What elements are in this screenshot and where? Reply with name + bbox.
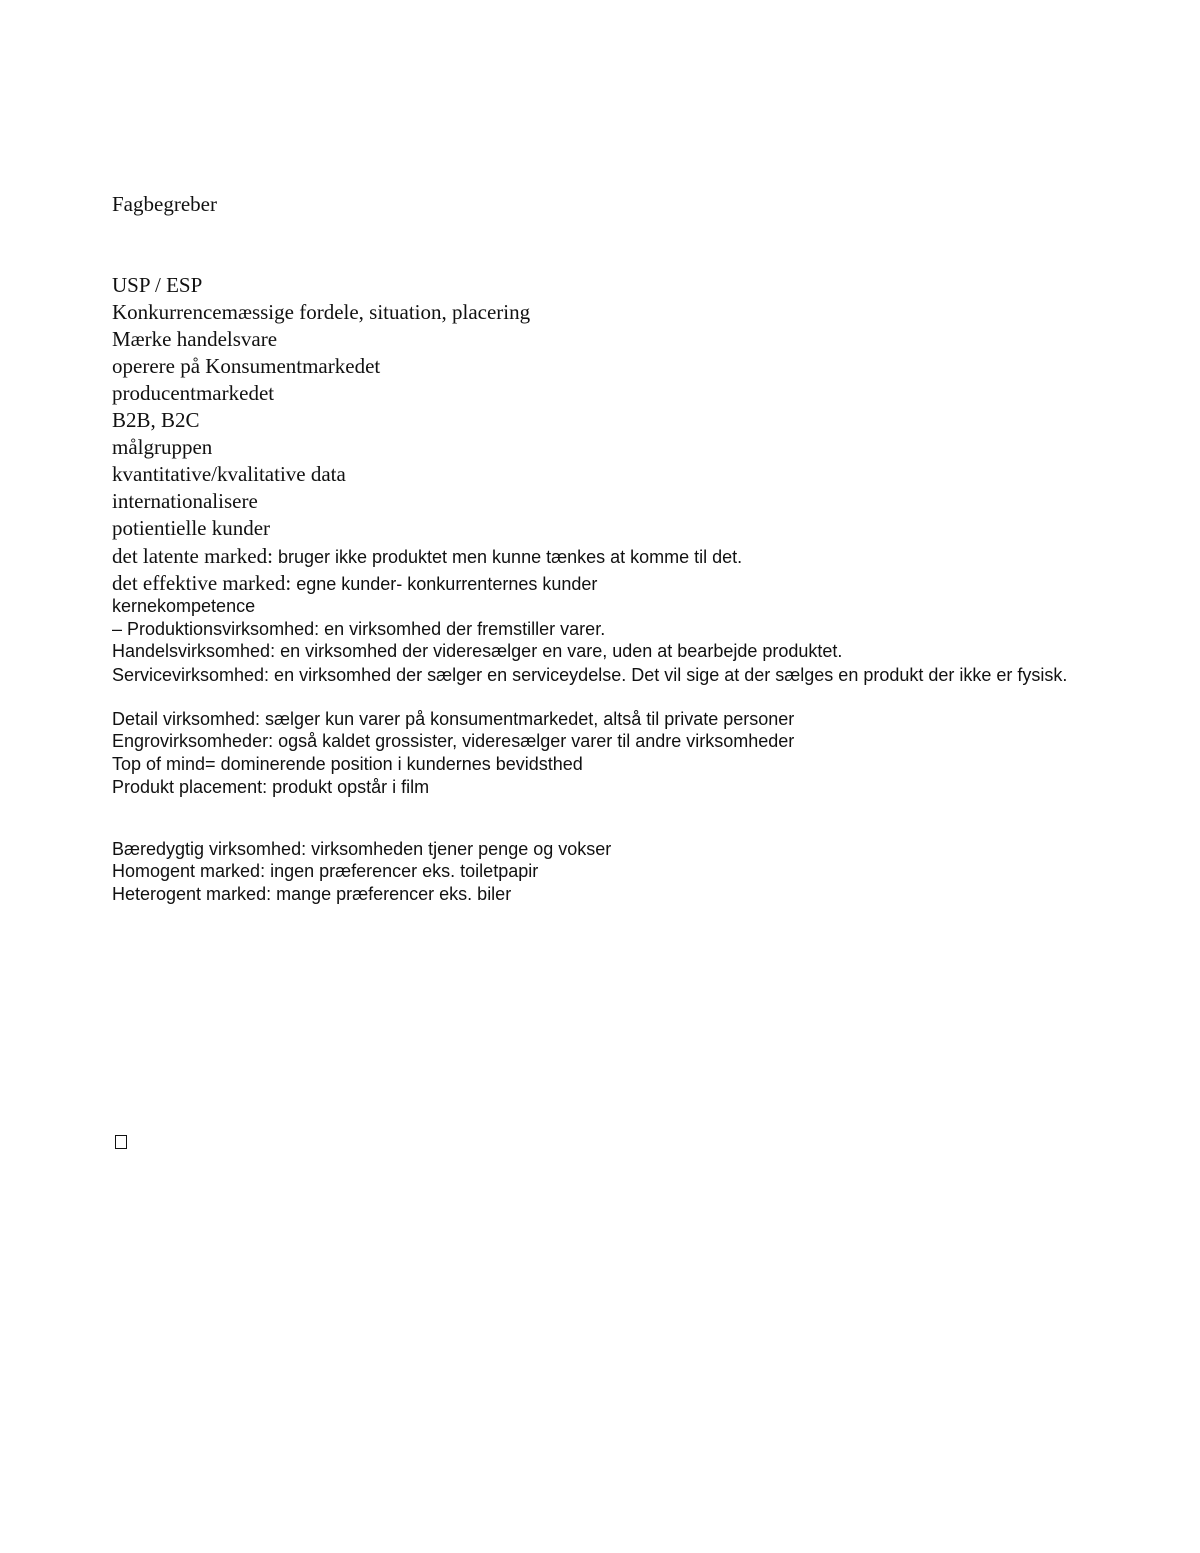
term-b2b-b2c: B2B, B2C [112,408,200,432]
latent-market-definition: bruger ikke produktet men kunne tænkes at komme til det. [272,547,743,567]
term-competitive-advantages: Konkurrencemæssige fordele, situation, placering [112,300,531,324]
term-producer-market: producentmarkedet [112,381,275,405]
definition-retail-company: Detail virksomhed: sælger kun varer på konsumentmarkedet, altså til private personer [112,709,795,729]
effective-market-line [112,573,597,594]
term-consumer-market: operere på Konsumentmarkedet [112,354,381,378]
effective-market-term: det effektive marked: [112,571,292,595]
term-brand-goods: Mærke handelsvare [112,327,278,351]
definition-service-company: Servicevirksomhed: en virksomhed der sælger en serviceydelse. Det vil sige at der sælges en produkt der ikke er fysisk. [112,665,1068,685]
definition-trade-company: Handelsvirksomhed: en virksomhed der videresælger en vare, uden at bearbejde produktet. [112,641,843,661]
definition-wholesale-company: Engrovirksomheder: også kaldet grossister, videresælger varer til andre virksomheder [112,731,795,751]
term-internationalize: internationalisere [112,489,258,513]
term-usp-esp: USP / ESP [112,273,203,297]
definition-product-placement: Produkt placement: produkt opstår i film [112,777,430,797]
effective-market-definition: egne kunder- konkurrenternes kunder [291,574,598,594]
latent-market-line [112,546,742,567]
definition-sustainable-company: Bæredygtig virksomhed: virksomheden tjener penge og vokser [112,839,612,859]
definition-homogeneous-market: Homogent marked: ingen præferencer eks. toiletpapir [112,861,539,881]
placeholder-box-icon [115,1135,127,1149]
term-target-group: målgruppen [112,435,213,459]
document-title: Fagbegreber [112,192,217,216]
term-potential-customers: potientielle kunder [112,516,271,540]
latent-market-term: det latente marked: [112,544,273,568]
term-data-types: kvantitative/kvalitative data [112,462,346,486]
definition-core-competence: kernekompetence [112,596,256,616]
definition-heterogeneous-market: Heterogent marked: mange præferencer eks. biler [112,884,512,904]
definition-production-company: – Produktionsvirksomhed: en virksomhed der fremstiller varer. [112,619,606,639]
definition-top-of-mind: Top of mind= dominerende position i kundernes bevidsthed [112,754,583,774]
